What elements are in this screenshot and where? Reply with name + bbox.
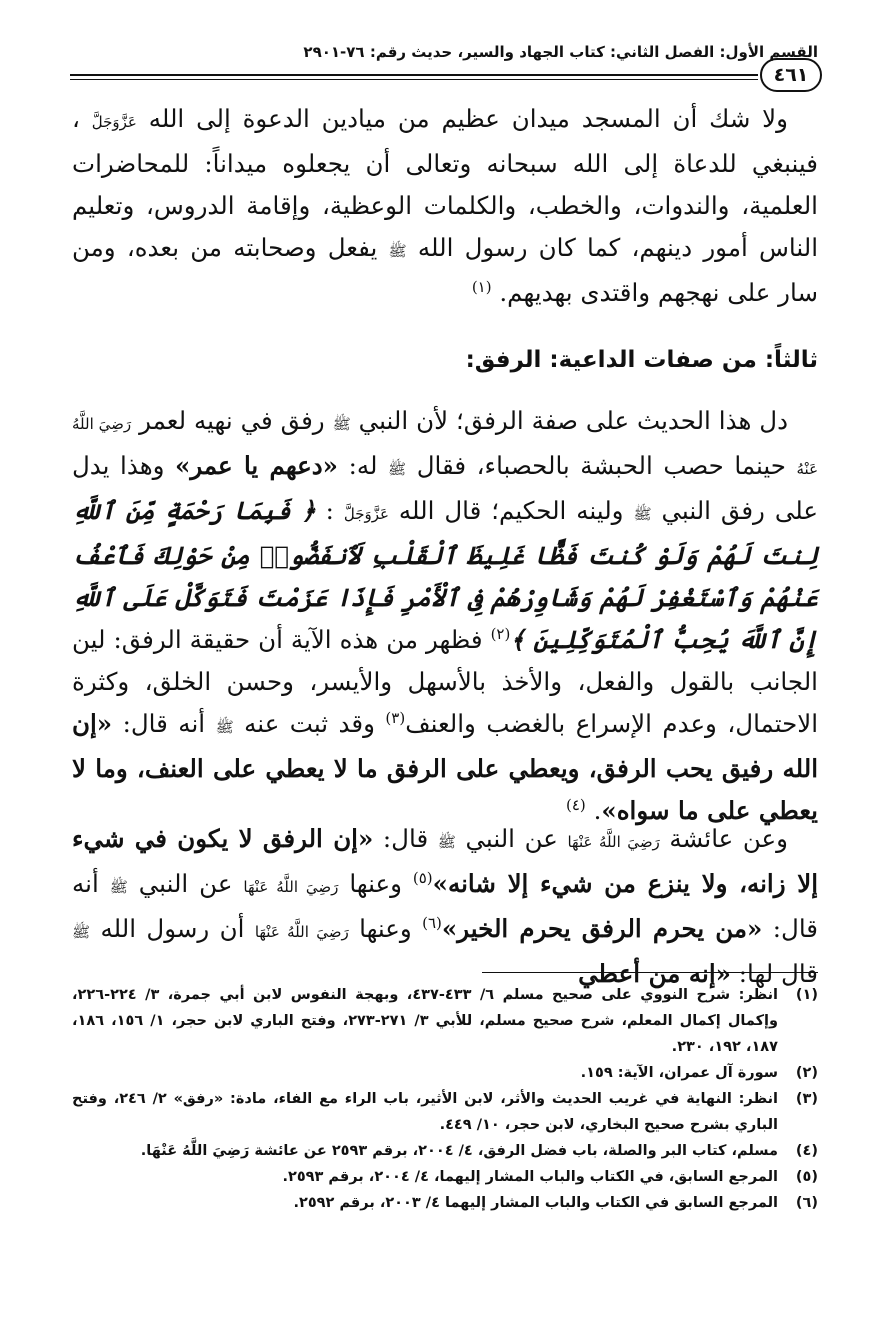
footnote-item [72, 1164, 818, 1190]
footnote-item [72, 982, 818, 1060]
text-run: له: [348, 451, 378, 480]
footnote-number: (١) [795, 987, 818, 1003]
text-run: وهذا يدل على رفق النبي [72, 451, 818, 525]
footnote-item [72, 1060, 818, 1086]
footnote-separator [482, 972, 818, 973]
text-run: ولينه الحكيم؛ قال الله [398, 496, 624, 525]
running-header: القسم الأول: الفصل الثاني: كتاب الجهاد والسير، حديث رقم: ٧٦-٢٩٠١ [303, 43, 818, 61]
quran-verse: ﴿ فَبِمَا رَحْمَةٍ مِّنَ ٱللَّهِ لِنتَ لَهُمْ وَلَوْ كُنتَ فَظًّا غَلِيظَ ٱلْقَلْبِ لَٱنفَضُّوا۟ مِنْ حَوْلِكَ فَٱعْفُ عَنْهُمْ وَٱسْتَغْفِرْ لَهُمْ وَشَاوِرْهُمْ فِى ٱلْأَمْرِ فَإِذَا عَزَمْتَ فَتَوَكَّلْ عَلَى ٱللَّهِ إِنَّ ٱللَّهَ يُحِبُّ ٱلْمُتَوَكِّلِينَ ﴾ [72, 496, 818, 654]
text-run: يفعل وصحابته من بعده، ومن سار على نهجهم واقتدى بهديهم. [72, 233, 818, 307]
footnote-number: (٦) [795, 1195, 818, 1211]
footnote-item [72, 1190, 818, 1216]
text-run: وعن عائشة [669, 824, 788, 853]
footnote-item [72, 1086, 818, 1138]
text-run: ، فينبغي للدعاة إلى الله سبحانه وتعالى أن يجعلوه ميداناً: للمحاضرات العلمية، والندوات، والخطب، والكلمات الوعظية، وإقامة الدروس، وتعليم الناس أمور دينهم، كما كان رسول الله [72, 104, 818, 262]
honorific: عَزَّوَجَلَّ [343, 505, 389, 523]
hadith-quote: «إن الله رفيق يحب الرفق، ويعطي على الرفق ما لا يعطي على العنف، وما لا يعطي على ما سواه» [72, 709, 818, 825]
honorific: رَضِيَ اللَّهُ عَنْهُ [72, 415, 819, 478]
footnote-number: (٥) [795, 1169, 818, 1185]
text-run: . [593, 796, 602, 825]
hadith-quote: «من يحرم الرفق يحرم الخير» [441, 914, 763, 943]
honorific: رَضِيَ اللَّهُ عَنْهَا [567, 833, 660, 851]
footnote-number: (٢) [795, 1065, 818, 1081]
text-run: قال لها: [738, 959, 818, 988]
footnote-number: (٤) [795, 1143, 818, 1159]
hadith-quote: «دعهم يا عمر» [175, 451, 338, 480]
paragraph-1 [72, 98, 818, 314]
honorific: ﷺ [72, 923, 91, 941]
text-run: : [325, 496, 334, 525]
honorific: عَزَّوَجَلَّ [91, 113, 137, 131]
text-run: وعنها [359, 914, 412, 943]
footnote-number: (٣) [795, 1091, 818, 1107]
footnote-ref: (١) [471, 277, 492, 296]
footnote-item [72, 1138, 818, 1164]
footnote-ref: (٤) [566, 795, 586, 814]
text-run: عن النبي [138, 869, 233, 898]
footnote-ref: (٦) [422, 913, 442, 932]
text-run: ولا شك أن المسجد ميدان عظيم من ميادين الدعوة إلى الله [148, 104, 788, 133]
text-run: قال: [382, 824, 429, 853]
text-run: فظهر من هذه الآية أن حقيقة الرفق: لين الجانب بالقول والفعل، والأخذ بالأسهل والأيسر، وحسن الخلق، وكثرة الاحتمال، وعدم الإسراع بالغضب والعنف [72, 625, 819, 738]
honorific: رَضِيَ اللَّهُ عَنْهَا [254, 923, 349, 941]
footnote-ref: (٣) [385, 708, 406, 727]
footnote-text: سورة آل عمران، الآية: ١٥٩. [580, 1065, 778, 1081]
section-heading: ثالثاً: من صفات الداعية: الرفق: [465, 347, 818, 373]
text-run: رفق في نهيه لعمر [139, 406, 325, 435]
honorific: ﷺ [109, 878, 128, 896]
hadith-quote: «إن الرفق لا يكون في شيء إلا زانه، ولا ينزع من شيء إلا شانه» [72, 824, 819, 898]
honorific: رَضِيَ اللَّهُ عَنْهَا [243, 878, 339, 896]
honorific: ﷺ [437, 833, 456, 851]
footnote-text: انظر: النهاية في غريب الحديث والأثر، لابن الأثير، باب الراء مع الفاء، مادة: «رفق» ٢/ ٢٤٦، وفتح الباري بشرح صحيح البخاري، لابن حجر، ١٠/ ٤٤٩. [72, 1091, 778, 1133]
paragraph-3 [72, 818, 818, 995]
text-run: وعنها [349, 869, 402, 898]
footnotes [72, 982, 818, 1216]
honorific: ﷺ [215, 718, 234, 736]
text-run: وقد ثبت عنه [244, 709, 375, 738]
footnote-text: المرجع السابق في الكتاب والباب المشار إليهما ٤/ ٢٠٠٣، برقم ٢٥٩٢. [293, 1195, 778, 1211]
footnote-text: المرجع السابق، في الكتاب والباب المشار إليهما، ٤/ ٢٠٠٤، برقم ٢٥٩٣. [282, 1169, 778, 1185]
footnote-ref: (٥) [412, 868, 433, 887]
text-run: دل هذا الحديث على صفة الرفق؛ لأن النبي [358, 406, 789, 435]
honorific: ﷺ [388, 242, 407, 260]
text-run: أن رسول الله [100, 914, 245, 943]
page-number: ٤٦١ [760, 58, 822, 92]
footnote-ref: (٢) [490, 624, 511, 643]
honorific: ﷺ [633, 505, 652, 523]
text-run: أنه قال: [72, 869, 818, 943]
text-run: عن النبي [465, 824, 558, 853]
honorific: ﷺ [388, 460, 407, 478]
footnote-text: مسلم، كتاب البر والصلة، باب فضل الرفق، ٤/ ٢٠٠٤، برقم ٢٥٩٣ عن عائشة رَضِيَ اللَّهُ عَنْهَا. [140, 1143, 778, 1159]
honorific: ﷺ [332, 415, 351, 433]
paragraph-2 [72, 400, 818, 832]
header-rule [70, 74, 758, 80]
text-run: أنه قال: [122, 709, 206, 738]
text-run: حينما حصب الحبشة بالحصباء، فقال [416, 451, 786, 480]
footnote-text: انظر: شرح النووي على صحيح مسلم ٦/ ٤٣٣-٤٣٧، وبهجة النفوس لابن أبي جمرة، ٣/ ٢٢٤-٢٢٦، وإكمال إكمال المعلم، شرح صحيح مسلم، للأبي ٣/ ٢٧١-٢٧٣، وفتح الباري لابن حجر، ١/ ١٥٦، ١٨٦، ١٨٧، ١٩٢، ٢٣٠. [72, 987, 779, 1055]
hadith-quote: «إنه من أعطي [578, 959, 731, 988]
